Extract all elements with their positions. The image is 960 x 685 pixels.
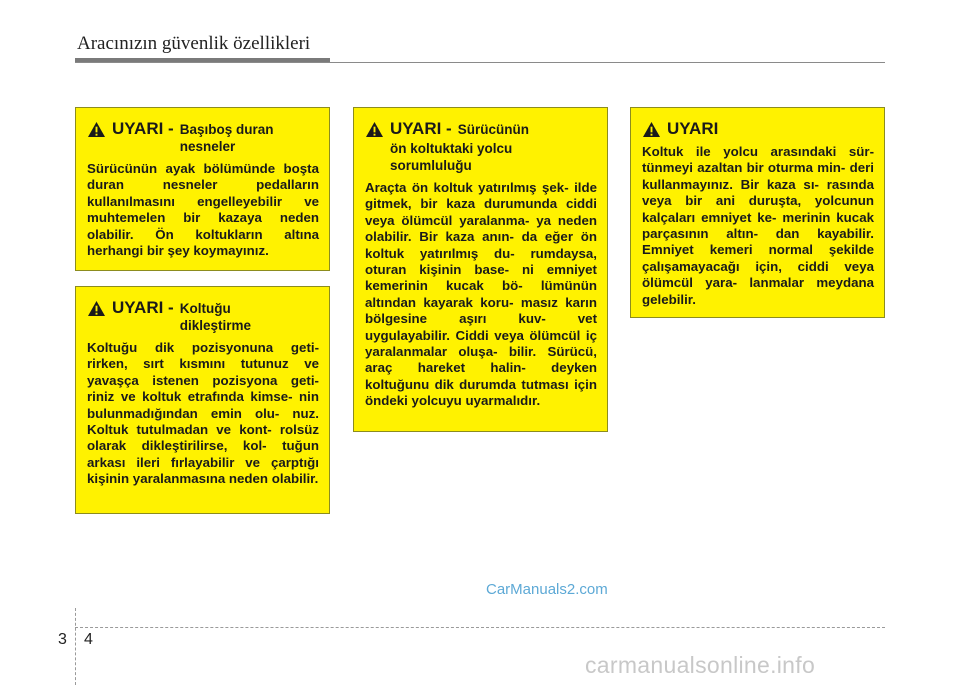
warning-box-loose-objects — [75, 107, 330, 271]
warning-label: UYARI - — [112, 119, 174, 138]
warning-subtitle-line: Sürücünün — [457, 122, 529, 137]
warning-box-driver-responsibility — [353, 107, 608, 432]
warning-title — [365, 119, 597, 138]
warning-body: Koltuk ile yolcu arasındaki sür- tünmeyi azaltan bir oturma min- deri kullanmayınız. Bir kaza sı- rasında veya bir ani duruşta, yolcunun kalçaları emniyet ke- merinin kucak parçasının altın- dan kayabilir. Emniyet kemeri normal şekilde çalışamayacağı için, ciddi veya ölümcül yara- lanmalar meydana gelebilir. — [642, 144, 874, 307]
warning-subtitle-line: sorumluluğu — [390, 158, 472, 173]
warning-body: Koltuğu dik pozisyonuna geti- rirken, sırt kısmını tutunuz ve yavaşça istenen pozisyona geti- riniz ve koltuk etrafında kimse- nin bulunmadığından emin olu- nuz. Koltuk tutulmadan ve kont- rolsüz olarak dikleştirilirse, kol- tuğun arkası ileri fırlayabilir ve çarptığı kişinin yaralanmasına neden olabilir. — [87, 340, 319, 487]
section-number: 3 — [58, 631, 67, 648]
warning-subtitle-continued — [390, 138, 597, 174]
warning-label: UYARI - — [390, 119, 452, 138]
warning-title — [87, 298, 319, 334]
warning-triangle-icon — [87, 121, 106, 138]
warning-title — [642, 119, 874, 138]
warning-triangle-icon — [87, 300, 106, 317]
header-rule-thin — [75, 62, 885, 63]
warning-subtitle — [458, 119, 529, 138]
warning-label: UYARI - — [112, 298, 174, 317]
warning-triangle-icon — [365, 121, 384, 138]
footer-divider-vertical — [75, 608, 76, 685]
warning-subtitle-line: nesneler — [179, 139, 236, 154]
warning-box-seat-upright — [75, 286, 330, 514]
warning-title — [87, 119, 319, 155]
warning-subtitle-line: dikleştirme — [179, 318, 252, 333]
footer-divider-horizontal — [75, 627, 885, 628]
warning-body: Sürücünün ayak bölümünde boşta duran nesneler pedalların kullanılmasını engelleyebilir ve muhtemelen bir kazaya neden olabilir. Ön koltukların altına herhangi bir şey koymayınız. — [87, 161, 319, 259]
warning-label: UYARI — [667, 119, 719, 138]
page-number: 4 — [84, 631, 93, 648]
site-watermark: carmanualsonline.info — [585, 652, 816, 678]
warning-subtitle-line: Başıboş duran — [179, 122, 274, 137]
header-title: Aracınızın güvenlik özellikleri — [77, 33, 311, 54]
warning-subtitle-line: ön koltuktaki yolcu — [390, 141, 513, 156]
warning-body: Araçta ön koltuk yatırılmış şek- ilde gitmek, bir kaza durumunda ciddi veya ölümcül yaralanma- ya neden olabilir. Bir kaza anın- da eğer ön koltuk yatırılmış du- rumdaysa, oturan kişinin base- ni emniyet kemerinin kucak bö- lümünün altından kayarak koru- masız karın bölgesine aşırı kuv- vet uygulayabilir. Ciddi veya ölümcül iç yaralanmalar oluşa- bilir. Sürücü, araç hareket halin- deyken koltuğunu dik durumda tutması için öndeki yolcuyu uyarmalıdır. — [365, 180, 597, 409]
warning-subtitle-line: Koltuğu — [179, 301, 231, 316]
warning-subtitle — [180, 298, 251, 334]
warning-triangle-icon — [642, 121, 661, 138]
carmanuals-watermark: CarManuals2.com — [486, 581, 608, 598]
warning-subtitle — [180, 119, 274, 155]
warning-box-seat-cushion — [630, 107, 885, 318]
